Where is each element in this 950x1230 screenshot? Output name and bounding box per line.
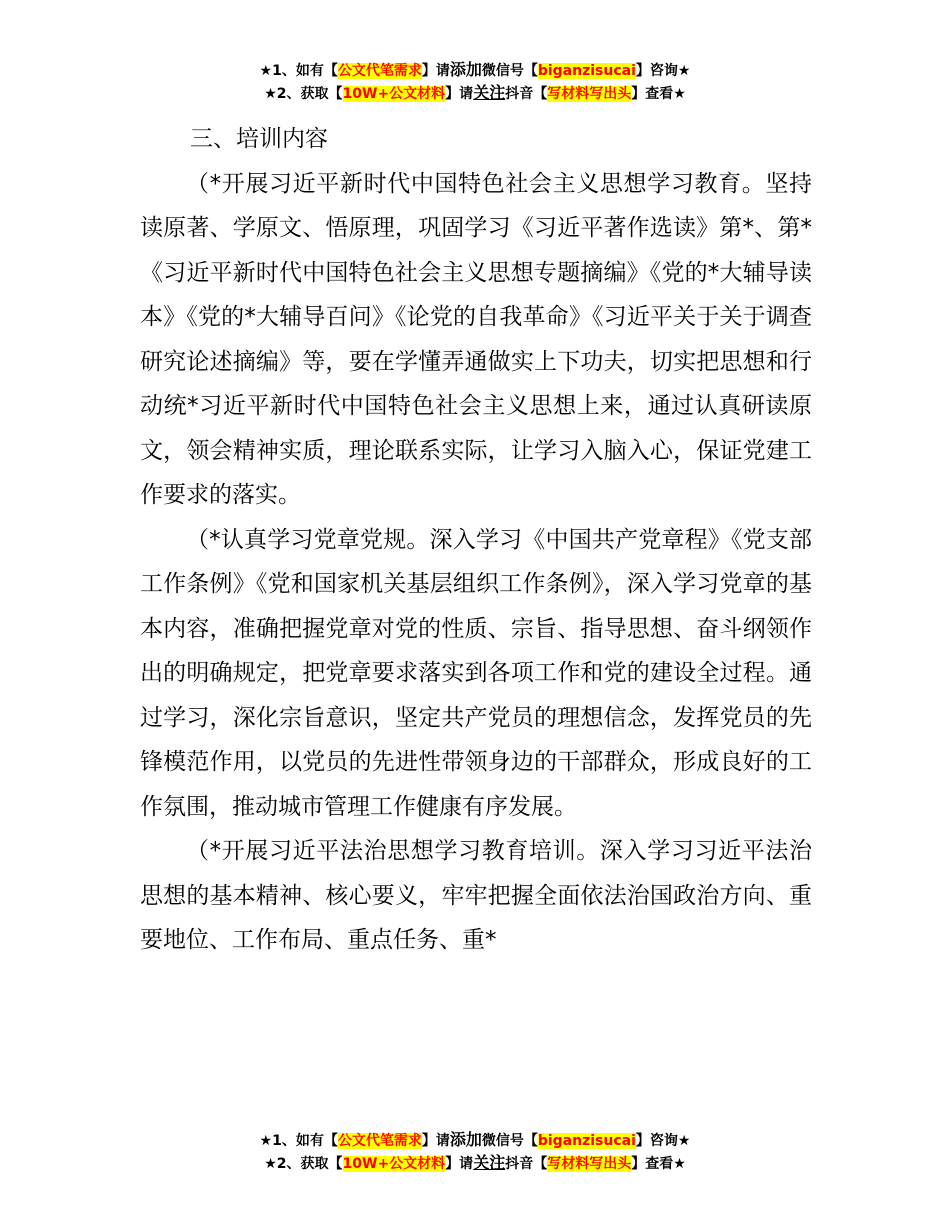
banner-highlight: biganzisucai — [537, 1133, 636, 1149]
banner-text: ★2、获取【 — [264, 1156, 343, 1172]
banner-text: ★2、获取【 — [264, 86, 343, 102]
banner-emphasis: 关注 — [473, 83, 506, 102]
banner-text: 】咨询★ — [635, 63, 691, 79]
section-heading: 三、培训内容 — [190, 126, 328, 152]
footer-banner — [0, 1129, 950, 1175]
banner-text: 】请 — [421, 63, 450, 79]
banner-text: ★1、如有【 — [259, 1133, 338, 1149]
banner-line-1 — [0, 59, 950, 82]
banner-text: 】请 — [445, 1156, 474, 1172]
banner-emphasis: 添加 — [449, 60, 482, 79]
banner-highlight: 10W+公文材料 — [342, 1156, 446, 1172]
banner-line-2 — [0, 1152, 950, 1175]
banner-highlight: 写材料写出头 — [547, 86, 632, 102]
document-body — [140, 117, 812, 963]
paragraph-1: （*开展习近平新时代中国特色社会主义思想学习教育。坚持读原著、学原文、悟原理，巩固学习《习近平著作选读》第*、第*《习近平新时代中国特色社会主义思想专题摘编》《党的*大辅导读本》《党的*大辅导百问》《论党的自我革命》《习近平关于关于调查研究论述摘编》等，要在学懂弄通做实上下功夫，切实把思想和行动统*习近平新时代中国特色社会主义思想上来，通过认真研读原文，领会精神实质，理论联系实际，让学习入脑入心，保证党建工作要求的落实。 — [140, 170, 812, 508]
banner-emphasis: 关注 — [473, 1153, 506, 1172]
banner-text: 抖音【 — [505, 1156, 548, 1172]
banner-line-1 — [0, 1129, 950, 1152]
banner-highlight: 公文代笔需求 — [337, 63, 422, 79]
banner-text: 】咨询★ — [635, 1133, 691, 1149]
banner-highlight: 写材料写出头 — [547, 1156, 632, 1172]
banner-text: 】查看★ — [631, 1156, 686, 1172]
paragraph-2: （*认真学习党章党规。深入学习《中国共产党章程》《党支部工作条例》《党和国家机关基层组织工作条例》，深入学习党章的基本内容，准确把握党章对党的性质、宗旨、指导思想、奋斗纲领作出的明确规定，把党章要求落实到各项工作和党的建设全过程。通过学习，深化宗旨意识，坚定共产党员的理想信念，发挥党员的先锋模范作用，以党员的先进性带领身边的干部群众，形成良好的工作氛围，推动城市管理工作健康有序发展。 — [140, 526, 812, 820]
banner-text: 微信号【 — [481, 1133, 538, 1149]
banner-text: 】请 — [421, 1133, 450, 1149]
banner-highlight: 10W+公文材料 — [342, 86, 446, 102]
banner-text: 】请 — [445, 86, 474, 102]
header-banner — [0, 59, 950, 105]
banner-text: 微信号【 — [481, 63, 538, 79]
banner-line-2 — [0, 82, 950, 105]
banner-text: 抖音【 — [505, 86, 548, 102]
banner-text: 】查看★ — [631, 86, 686, 102]
banner-emphasis: 添加 — [449, 1130, 482, 1149]
banner-text: ★1、如有【 — [259, 63, 338, 79]
banner-highlight: biganzisucai — [537, 63, 636, 79]
paragraph-3: （*开展习近平法治思想学习教育培训。深入学习习近平法治思想的基本精神、核心要义，牢牢把握全面依法治国政治方向、重要地位、工作布局、重点任务、重* — [140, 838, 812, 953]
banner-highlight: 公文代笔需求 — [337, 1133, 422, 1149]
